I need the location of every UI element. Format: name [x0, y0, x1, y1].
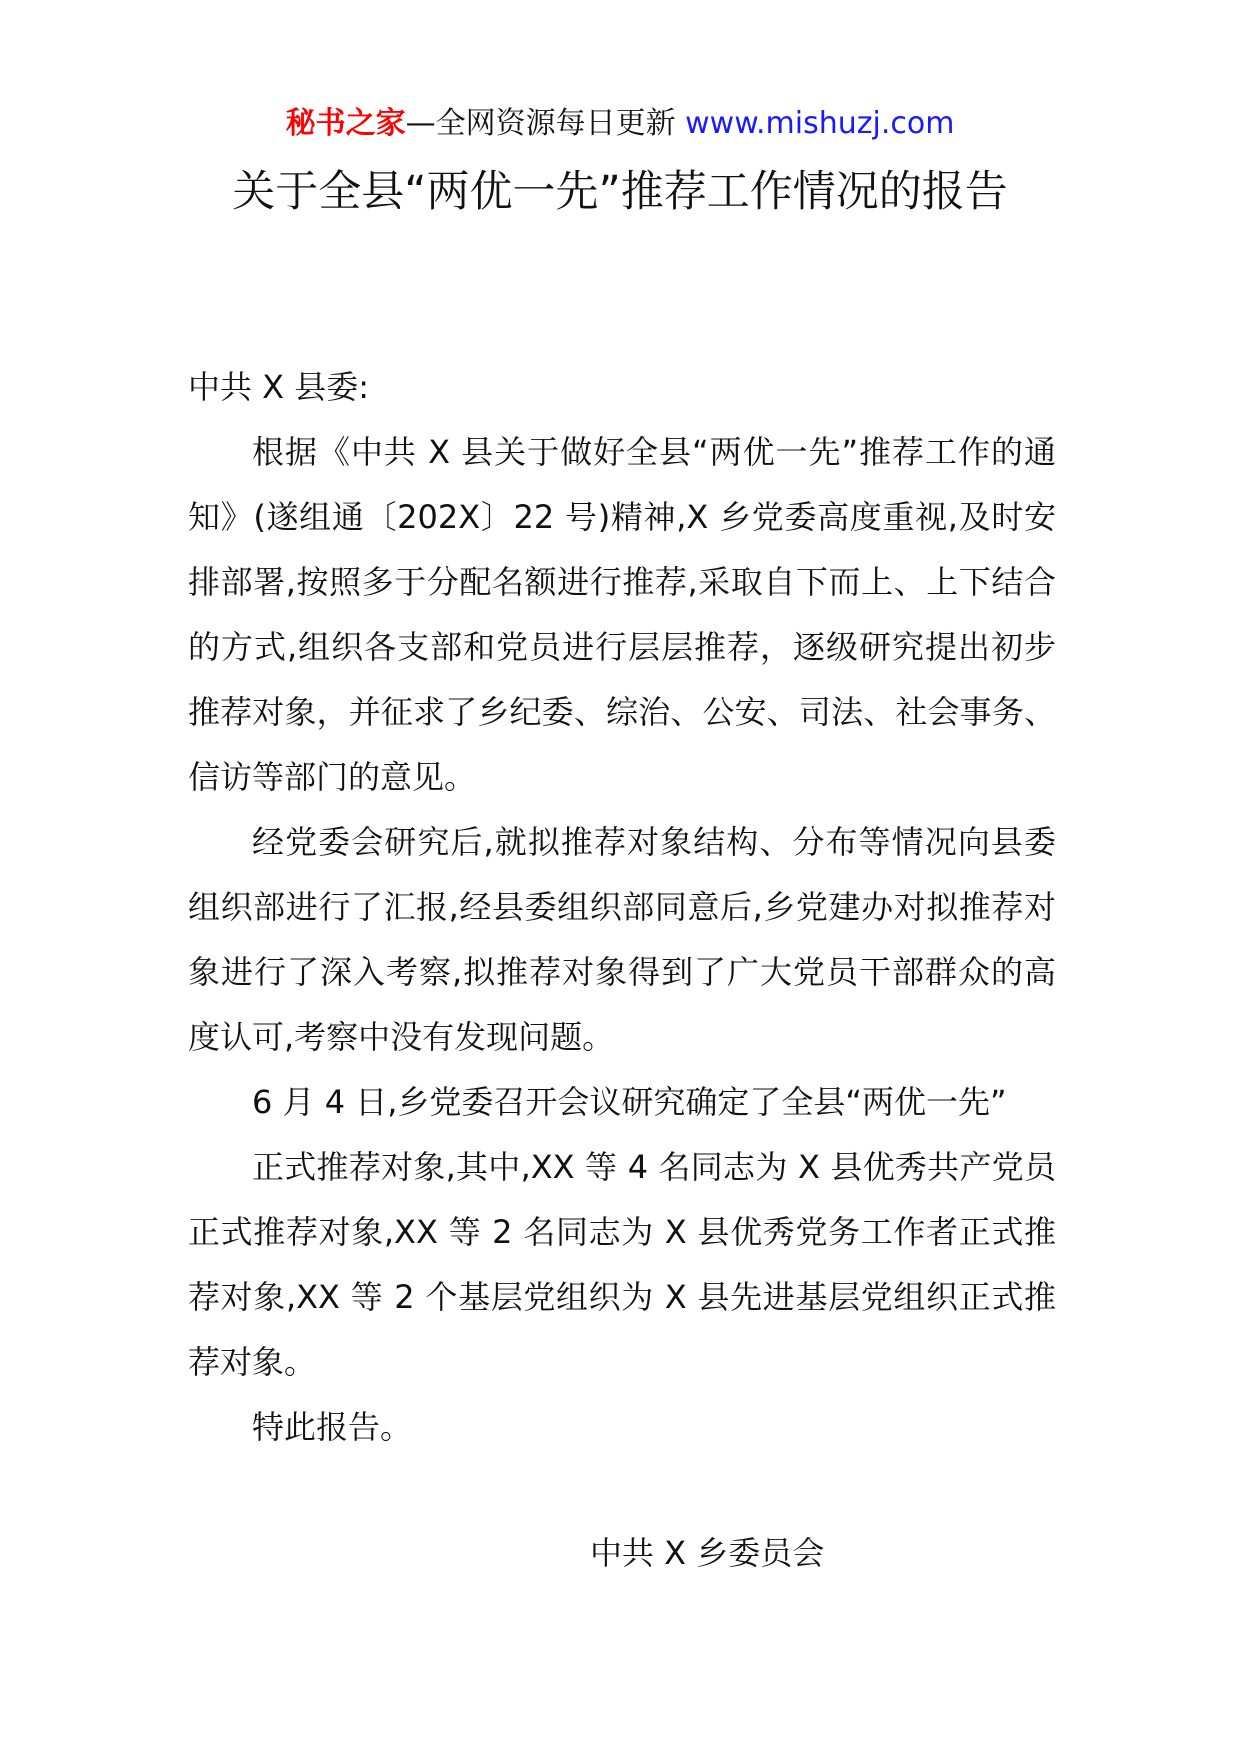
- site-url-link[interactable]: www.mishuzj.com: [685, 106, 955, 141]
- document-title: 关于全县“两优一先”推荐工作情况的报告: [232, 167, 1008, 217]
- site-header: [0, 102, 1240, 146]
- site-brand: 秘书之家: [285, 106, 406, 141]
- paragraph-4: 正式推荐对象,其中,XX 等 4 名同志为 X 县优秀共产党员正式推荐对象,XX 等 2 名同志为 X 县优秀党务工作者正式推荐对象,XX 等 2 个基层党组织为 X 县先进基层党组织正式推荐对象。: [188, 1148, 1056, 1381]
- salutation: 中共 X 县委:: [188, 368, 370, 406]
- paragraph-2: 经党委会研究后,就拟推荐对象结构、分布等情况向县委组织部进行了汇报,经县委组织部同意后,乡党建办对拟推荐对象进行了深入考察,拟推荐对象得到了广大党员干部群众的高度认可,考察中没有发现问题。: [188, 823, 1056, 1056]
- paragraph-1: 根据《中共 X 县关于做好全县“两优一先”推荐工作的通知》(遂组通〔202X〕22 号)精神,X 乡党委高度重视,及时安排部署,按照多于分配名额进行推荐,采取自下而上、上下结合的方式,组织各支部和党员进行层层推荐，逐级研究提出初步推荐对象，并征求了乡纪委、综治、公安、司法、社会事务、信访等部门的意见。: [188, 433, 1056, 796]
- paragraph-3: 6 月 4 日,乡党委召开会议研究确定了全县“两优一先”: [252, 1083, 1007, 1121]
- document-body: [188, 355, 1056, 1460]
- signature: 中共 X 乡委员会: [590, 1534, 825, 1572]
- site-tagline: —全网资源每日更新: [405, 106, 676, 141]
- paragraph-closing: 特此报告。: [252, 1408, 413, 1446]
